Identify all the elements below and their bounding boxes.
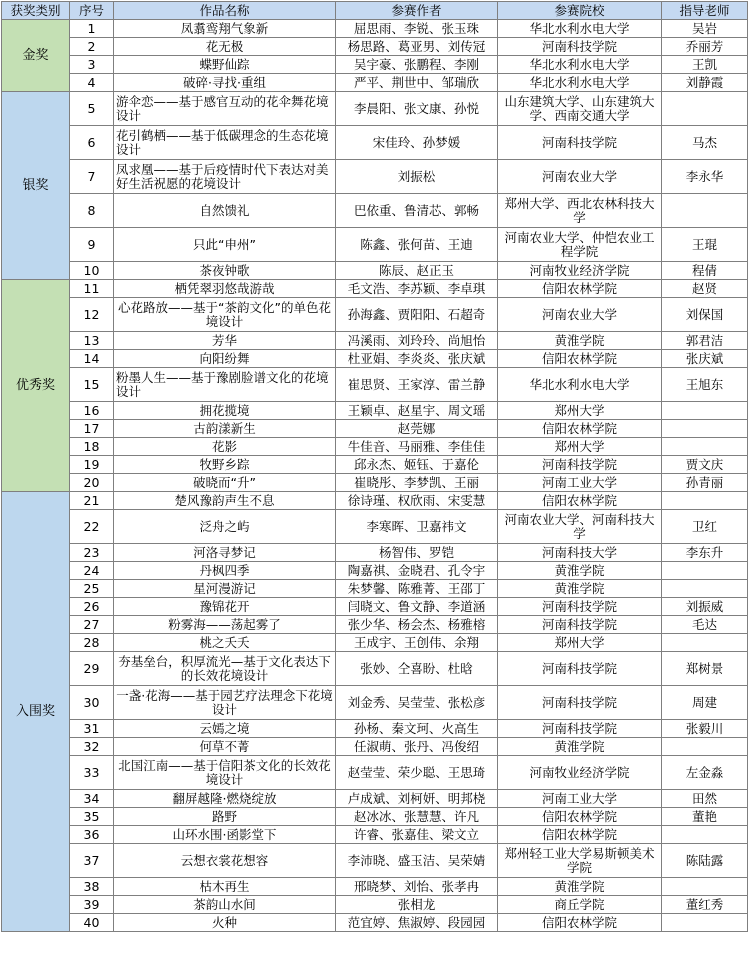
teacher-cell bbox=[662, 562, 748, 580]
title-cell: 夯基垒台，积厚流光—基于文化表达下的长效花境设计 bbox=[114, 652, 336, 686]
authors-cell: 李沛晓、盛玉洁、吴荣婧 bbox=[336, 844, 498, 878]
table-row bbox=[2, 634, 748, 652]
table-row bbox=[2, 756, 748, 790]
authors-cell: 孙海鑫、贾阳阳、石超奇 bbox=[336, 298, 498, 332]
school-cell: 黄淮学院 bbox=[498, 878, 662, 896]
table-row bbox=[2, 298, 748, 332]
table-row bbox=[2, 826, 748, 844]
school-cell: 商丘学院 bbox=[498, 896, 662, 914]
number-cell: 6 bbox=[70, 126, 114, 160]
number-cell: 31 bbox=[70, 720, 114, 738]
title-cell: 星河漫游记 bbox=[114, 580, 336, 598]
title-cell: 古韵漾新生 bbox=[114, 420, 336, 438]
table-row bbox=[2, 280, 748, 298]
header-category: 获奖类别 bbox=[2, 2, 70, 20]
authors-cell: 冯溪雨、刘玲玲、尚旭怡 bbox=[336, 332, 498, 350]
school-cell: 黄淮学院 bbox=[498, 332, 662, 350]
teacher-cell: 程倩 bbox=[662, 262, 748, 280]
teacher-cell bbox=[662, 634, 748, 652]
authors-cell: 宋佳玲、孙梦媛 bbox=[336, 126, 498, 160]
number-cell: 27 bbox=[70, 616, 114, 634]
teacher-cell: 王琨 bbox=[662, 228, 748, 262]
number-cell: 25 bbox=[70, 580, 114, 598]
table-row bbox=[2, 350, 748, 368]
authors-cell: 闫晓文、鲁文静、李道涵 bbox=[336, 598, 498, 616]
title-cell: 花影 bbox=[114, 438, 336, 456]
school-cell: 郑州大学 bbox=[498, 438, 662, 456]
header-row bbox=[2, 2, 748, 20]
teacher-cell: 刘振威 bbox=[662, 598, 748, 616]
number-cell: 37 bbox=[70, 844, 114, 878]
title-cell: 粉雾海——荡起雾了 bbox=[114, 616, 336, 634]
authors-cell: 王成宇、王创伟、余翔 bbox=[336, 634, 498, 652]
authors-cell: 许睿、张嘉佳、梁文立 bbox=[336, 826, 498, 844]
authors-cell: 吴宇豪、张鹏程、李刚 bbox=[336, 56, 498, 74]
number-cell: 40 bbox=[70, 914, 114, 932]
teacher-cell: 赵贤 bbox=[662, 280, 748, 298]
authors-cell: 李寒晖、卫嘉祎文 bbox=[336, 510, 498, 544]
authors-cell: 范宜婷、焦淑婷、段园园 bbox=[336, 914, 498, 932]
category-cell: 优秀奖 bbox=[2, 280, 70, 492]
school-cell: 华北水利水电大学 bbox=[498, 74, 662, 92]
title-cell: 翻屏越隆·燃烧绽放 bbox=[114, 790, 336, 808]
school-cell: 郑州轻工业大学易斯顿美术学院 bbox=[498, 844, 662, 878]
table-row bbox=[2, 544, 748, 562]
number-cell: 39 bbox=[70, 896, 114, 914]
teacher-cell bbox=[662, 92, 748, 126]
table-row bbox=[2, 808, 748, 826]
school-cell: 山东建筑大学、山东建筑大学、西南交通大学 bbox=[498, 92, 662, 126]
authors-cell: 赵冰冰、张慧慧、许凡 bbox=[336, 808, 498, 826]
number-cell: 29 bbox=[70, 652, 114, 686]
title-cell: 豫锦花开 bbox=[114, 598, 336, 616]
teacher-cell: 张毅川 bbox=[662, 720, 748, 738]
title-cell: 泛舟之屿 bbox=[114, 510, 336, 544]
school-cell: 河南科技学院 bbox=[498, 720, 662, 738]
authors-cell: 徐诗瑾、权欣雨、宋雯慧 bbox=[336, 492, 498, 510]
authors-cell: 巴依重、鲁清芯、郭畅 bbox=[336, 194, 498, 228]
title-cell: 丹枫四季 bbox=[114, 562, 336, 580]
authors-cell: 王颖卓、赵星宇、周文瑶 bbox=[336, 402, 498, 420]
school-cell: 华北水利水电大学 bbox=[498, 20, 662, 38]
title-cell: 云嫣之境 bbox=[114, 720, 336, 738]
table-row bbox=[2, 38, 748, 56]
teacher-cell: 李永华 bbox=[662, 160, 748, 194]
teacher-cell: 吴岩 bbox=[662, 20, 748, 38]
title-cell: 栖凭翠羽悠哉游哉 bbox=[114, 280, 336, 298]
number-cell: 8 bbox=[70, 194, 114, 228]
table-row bbox=[2, 420, 748, 438]
table-row bbox=[2, 262, 748, 280]
table-row bbox=[2, 738, 748, 756]
table-row bbox=[2, 844, 748, 878]
table-row bbox=[2, 456, 748, 474]
school-cell: 黄淮学院 bbox=[498, 738, 662, 756]
table-row bbox=[2, 914, 748, 932]
table-row bbox=[2, 790, 748, 808]
table-row bbox=[2, 562, 748, 580]
number-cell: 21 bbox=[70, 492, 114, 510]
teacher-cell bbox=[662, 194, 748, 228]
school-cell: 河南农业大学、河南科技大学 bbox=[498, 510, 662, 544]
school-cell: 河南农业大学 bbox=[498, 160, 662, 194]
school-cell: 信阳农林学院 bbox=[498, 492, 662, 510]
title-cell: 牧野乡踪 bbox=[114, 456, 336, 474]
table-row bbox=[2, 160, 748, 194]
school-cell: 河南科技学院 bbox=[498, 126, 662, 160]
number-cell: 38 bbox=[70, 878, 114, 896]
teacher-cell: 董红秀 bbox=[662, 896, 748, 914]
table-row bbox=[2, 580, 748, 598]
table-row bbox=[2, 598, 748, 616]
number-cell: 5 bbox=[70, 92, 114, 126]
school-cell: 信阳农林学院 bbox=[498, 808, 662, 826]
authors-cell: 杨思路、葛亚男、刘传冠 bbox=[336, 38, 498, 56]
number-cell: 9 bbox=[70, 228, 114, 262]
number-cell: 15 bbox=[70, 368, 114, 402]
teacher-cell: 陈陆露 bbox=[662, 844, 748, 878]
table-row bbox=[2, 878, 748, 896]
table-row bbox=[2, 56, 748, 74]
authors-cell: 刘金秀、吴莹莹、张松彦 bbox=[336, 686, 498, 720]
teacher-cell bbox=[662, 402, 748, 420]
title-cell: 凤求凰——基于后疫情时代下表达对美好生活祝愿的花境设计 bbox=[114, 160, 336, 194]
number-cell: 28 bbox=[70, 634, 114, 652]
table-row bbox=[2, 438, 748, 456]
school-cell: 信阳农林学院 bbox=[498, 826, 662, 844]
school-cell: 河南科技学院 bbox=[498, 686, 662, 720]
authors-cell: 杜亚娟、李炎炎、张庆斌 bbox=[336, 350, 498, 368]
table-row bbox=[2, 686, 748, 720]
table-row bbox=[2, 402, 748, 420]
school-cell: 华北水利水电大学 bbox=[498, 56, 662, 74]
teacher-cell: 张庆斌 bbox=[662, 350, 748, 368]
title-cell: 向阳纷舞 bbox=[114, 350, 336, 368]
title-cell: 一盏·花海——基于园艺疗法理念下花境设计 bbox=[114, 686, 336, 720]
number-cell: 36 bbox=[70, 826, 114, 844]
title-cell: 北国江南——基于信阳茶文化的长效花境设计 bbox=[114, 756, 336, 790]
title-cell: 自然馈礼 bbox=[114, 194, 336, 228]
header-authors: 参赛作者 bbox=[336, 2, 498, 20]
teacher-cell: 卫红 bbox=[662, 510, 748, 544]
title-cell: 桃之夭夭 bbox=[114, 634, 336, 652]
authors-cell: 卢成斌、刘柯妍、明邦桡 bbox=[336, 790, 498, 808]
header-title: 作品名称 bbox=[114, 2, 336, 20]
teacher-cell: 贾文庆 bbox=[662, 456, 748, 474]
title-cell: 路野 bbox=[114, 808, 336, 826]
school-cell: 河南牧业经济学院 bbox=[498, 262, 662, 280]
table-row bbox=[2, 126, 748, 160]
school-cell: 河南农业大学、仲恺农业工程学院 bbox=[498, 228, 662, 262]
school-cell: 华北水利水电大学 bbox=[498, 368, 662, 402]
title-cell: 粉墨人生——基于豫剧脸谱文化的花境设计 bbox=[114, 368, 336, 402]
title-cell: 河洛寻梦记 bbox=[114, 544, 336, 562]
title-cell: 花引鹤栖——基于低碳理念的生态花境设计 bbox=[114, 126, 336, 160]
school-cell: 郑州大学 bbox=[498, 402, 662, 420]
authors-cell: 任淑萌、张丹、冯俊绍 bbox=[336, 738, 498, 756]
authors-cell: 杨智伟、罗铠 bbox=[336, 544, 498, 562]
authors-cell: 陈辰、赵正玉 bbox=[336, 262, 498, 280]
school-cell: 黄淮学院 bbox=[498, 580, 662, 598]
number-cell: 12 bbox=[70, 298, 114, 332]
table-body bbox=[2, 20, 748, 932]
authors-cell: 张妙、仝喜盼、杜晗 bbox=[336, 652, 498, 686]
title-cell: 心花路放——基于“茶韵文化”的单色花境设计 bbox=[114, 298, 336, 332]
authors-cell: 张相龙 bbox=[336, 896, 498, 914]
teacher-cell: 董艳 bbox=[662, 808, 748, 826]
teacher-cell: 孙青丽 bbox=[662, 474, 748, 492]
teacher-cell: 马杰 bbox=[662, 126, 748, 160]
authors-cell: 陶嘉祺、金晓君、孔令宇 bbox=[336, 562, 498, 580]
teacher-cell bbox=[662, 580, 748, 598]
title-cell: 凤翥鸾翔气象新 bbox=[114, 20, 336, 38]
title-cell: 花无极 bbox=[114, 38, 336, 56]
number-cell: 10 bbox=[70, 262, 114, 280]
number-cell: 33 bbox=[70, 756, 114, 790]
title-cell: 山环水围·函影堂下 bbox=[114, 826, 336, 844]
table-row bbox=[2, 652, 748, 686]
number-cell: 24 bbox=[70, 562, 114, 580]
table-row bbox=[2, 492, 748, 510]
table-row bbox=[2, 616, 748, 634]
table-row bbox=[2, 20, 748, 38]
title-cell: 芳华 bbox=[114, 332, 336, 350]
school-cell: 河南科技学院 bbox=[498, 456, 662, 474]
table-row bbox=[2, 720, 748, 738]
number-cell: 13 bbox=[70, 332, 114, 350]
category-cell: 入围奖 bbox=[2, 492, 70, 932]
number-cell: 32 bbox=[70, 738, 114, 756]
title-cell: 楚风豫韵声生不息 bbox=[114, 492, 336, 510]
number-cell: 16 bbox=[70, 402, 114, 420]
school-cell: 河南农业大学 bbox=[498, 298, 662, 332]
number-cell: 19 bbox=[70, 456, 114, 474]
number-cell: 17 bbox=[70, 420, 114, 438]
authors-cell: 邱永杰、姬钰、于嘉伦 bbox=[336, 456, 498, 474]
title-cell: 火种 bbox=[114, 914, 336, 932]
category-cell: 银奖 bbox=[2, 92, 70, 280]
number-cell: 18 bbox=[70, 438, 114, 456]
number-cell: 11 bbox=[70, 280, 114, 298]
number-cell: 3 bbox=[70, 56, 114, 74]
teacher-cell: 郑树景 bbox=[662, 652, 748, 686]
table-row bbox=[2, 474, 748, 492]
number-cell: 1 bbox=[70, 20, 114, 38]
school-cell: 河南科技学院 bbox=[498, 38, 662, 56]
table-row bbox=[2, 332, 748, 350]
school-cell: 郑州大学、西北农林科技大学 bbox=[498, 194, 662, 228]
authors-cell: 赵莹莹、荣少聪、王思琦 bbox=[336, 756, 498, 790]
teacher-cell: 郭君洁 bbox=[662, 332, 748, 350]
teacher-cell: 周建 bbox=[662, 686, 748, 720]
teacher-cell: 王旭东 bbox=[662, 368, 748, 402]
header-number: 序号 bbox=[70, 2, 114, 20]
school-cell: 河南工业大学 bbox=[498, 474, 662, 492]
school-cell: 黄淮学院 bbox=[498, 562, 662, 580]
authors-cell: 李晨阳、张文康、孙悦 bbox=[336, 92, 498, 126]
authors-cell: 牛佳音、马丽雅、李佳佳 bbox=[336, 438, 498, 456]
teacher-cell bbox=[662, 492, 748, 510]
school-cell: 河南牧业经济学院 bbox=[498, 756, 662, 790]
number-cell: 2 bbox=[70, 38, 114, 56]
title-cell: 茶韵山水间 bbox=[114, 896, 336, 914]
table-row bbox=[2, 510, 748, 544]
award-table bbox=[1, 1, 748, 932]
title-cell: 云想衣裳花想容 bbox=[114, 844, 336, 878]
school-cell: 信阳农林学院 bbox=[498, 420, 662, 438]
number-cell: 20 bbox=[70, 474, 114, 492]
authors-cell: 崔思贤、王家淳、雷兰静 bbox=[336, 368, 498, 402]
teacher-cell bbox=[662, 738, 748, 756]
teacher-cell: 王凯 bbox=[662, 56, 748, 74]
title-cell: 何草不菁 bbox=[114, 738, 336, 756]
teacher-cell: 刘静霞 bbox=[662, 74, 748, 92]
title-cell: 枯木再生 bbox=[114, 878, 336, 896]
title-cell: 游伞恋——基于感官互动的花伞舞花境设计 bbox=[114, 92, 336, 126]
table-row bbox=[2, 228, 748, 262]
school-cell: 信阳农林学院 bbox=[498, 280, 662, 298]
teacher-cell: 乔丽芳 bbox=[662, 38, 748, 56]
teacher-cell: 田然 bbox=[662, 790, 748, 808]
school-cell: 河南科技学院 bbox=[498, 598, 662, 616]
number-cell: 14 bbox=[70, 350, 114, 368]
table-row bbox=[2, 368, 748, 402]
number-cell: 23 bbox=[70, 544, 114, 562]
teacher-cell: 李东升 bbox=[662, 544, 748, 562]
number-cell: 30 bbox=[70, 686, 114, 720]
number-cell: 7 bbox=[70, 160, 114, 194]
table-row bbox=[2, 896, 748, 914]
title-cell: 拥花揽境 bbox=[114, 402, 336, 420]
title-cell: 破晓而“升” bbox=[114, 474, 336, 492]
category-cell: 金奖 bbox=[2, 20, 70, 92]
title-cell: 破碎·寻找·重组 bbox=[114, 74, 336, 92]
authors-cell: 刘振松 bbox=[336, 160, 498, 194]
teacher-cell: 刘保国 bbox=[662, 298, 748, 332]
authors-cell: 陈鑫、张何苗、王迪 bbox=[336, 228, 498, 262]
school-cell: 信阳农林学院 bbox=[498, 350, 662, 368]
number-cell: 26 bbox=[70, 598, 114, 616]
authors-cell: 严平、荆世中、邹瑞欣 bbox=[336, 74, 498, 92]
title-cell: 只此“申州” bbox=[114, 228, 336, 262]
school-cell: 河南科技学院 bbox=[498, 616, 662, 634]
table-row bbox=[2, 194, 748, 228]
title-cell: 茶夜钟歌 bbox=[114, 262, 336, 280]
teacher-cell bbox=[662, 914, 748, 932]
number-cell: 35 bbox=[70, 808, 114, 826]
table-row bbox=[2, 92, 748, 126]
teacher-cell bbox=[662, 438, 748, 456]
authors-cell: 毛文浩、李苏颖、李卓琪 bbox=[336, 280, 498, 298]
authors-cell: 孙杨、秦文珂、火高生 bbox=[336, 720, 498, 738]
school-cell: 河南科技大学 bbox=[498, 544, 662, 562]
authors-cell: 张少华、杨会杰、杨雅榕 bbox=[336, 616, 498, 634]
authors-cell: 崔晓彤、李梦凯、王丽 bbox=[336, 474, 498, 492]
school-cell: 郑州大学 bbox=[498, 634, 662, 652]
teacher-cell: 毛达 bbox=[662, 616, 748, 634]
school-cell: 河南工业大学 bbox=[498, 790, 662, 808]
school-cell: 河南科技学院 bbox=[498, 652, 662, 686]
authors-cell: 邢晓梦、刘怡、张孝冉 bbox=[336, 878, 498, 896]
header-teacher: 指导老师 bbox=[662, 2, 748, 20]
number-cell: 22 bbox=[70, 510, 114, 544]
teacher-cell bbox=[662, 878, 748, 896]
teacher-cell: 左金淼 bbox=[662, 756, 748, 790]
number-cell: 34 bbox=[70, 790, 114, 808]
school-cell: 信阳农林学院 bbox=[498, 914, 662, 932]
teacher-cell bbox=[662, 826, 748, 844]
authors-cell: 赵莞娜 bbox=[336, 420, 498, 438]
header-school: 参赛院校 bbox=[498, 2, 662, 20]
teacher-cell bbox=[662, 420, 748, 438]
title-cell: 蝶野仙踪 bbox=[114, 56, 336, 74]
table-row bbox=[2, 74, 748, 92]
number-cell: 4 bbox=[70, 74, 114, 92]
authors-cell: 朱梦馨、陈雅菁、王邵丁 bbox=[336, 580, 498, 598]
authors-cell: 屈思雨、李锐、张玉珠 bbox=[336, 20, 498, 38]
